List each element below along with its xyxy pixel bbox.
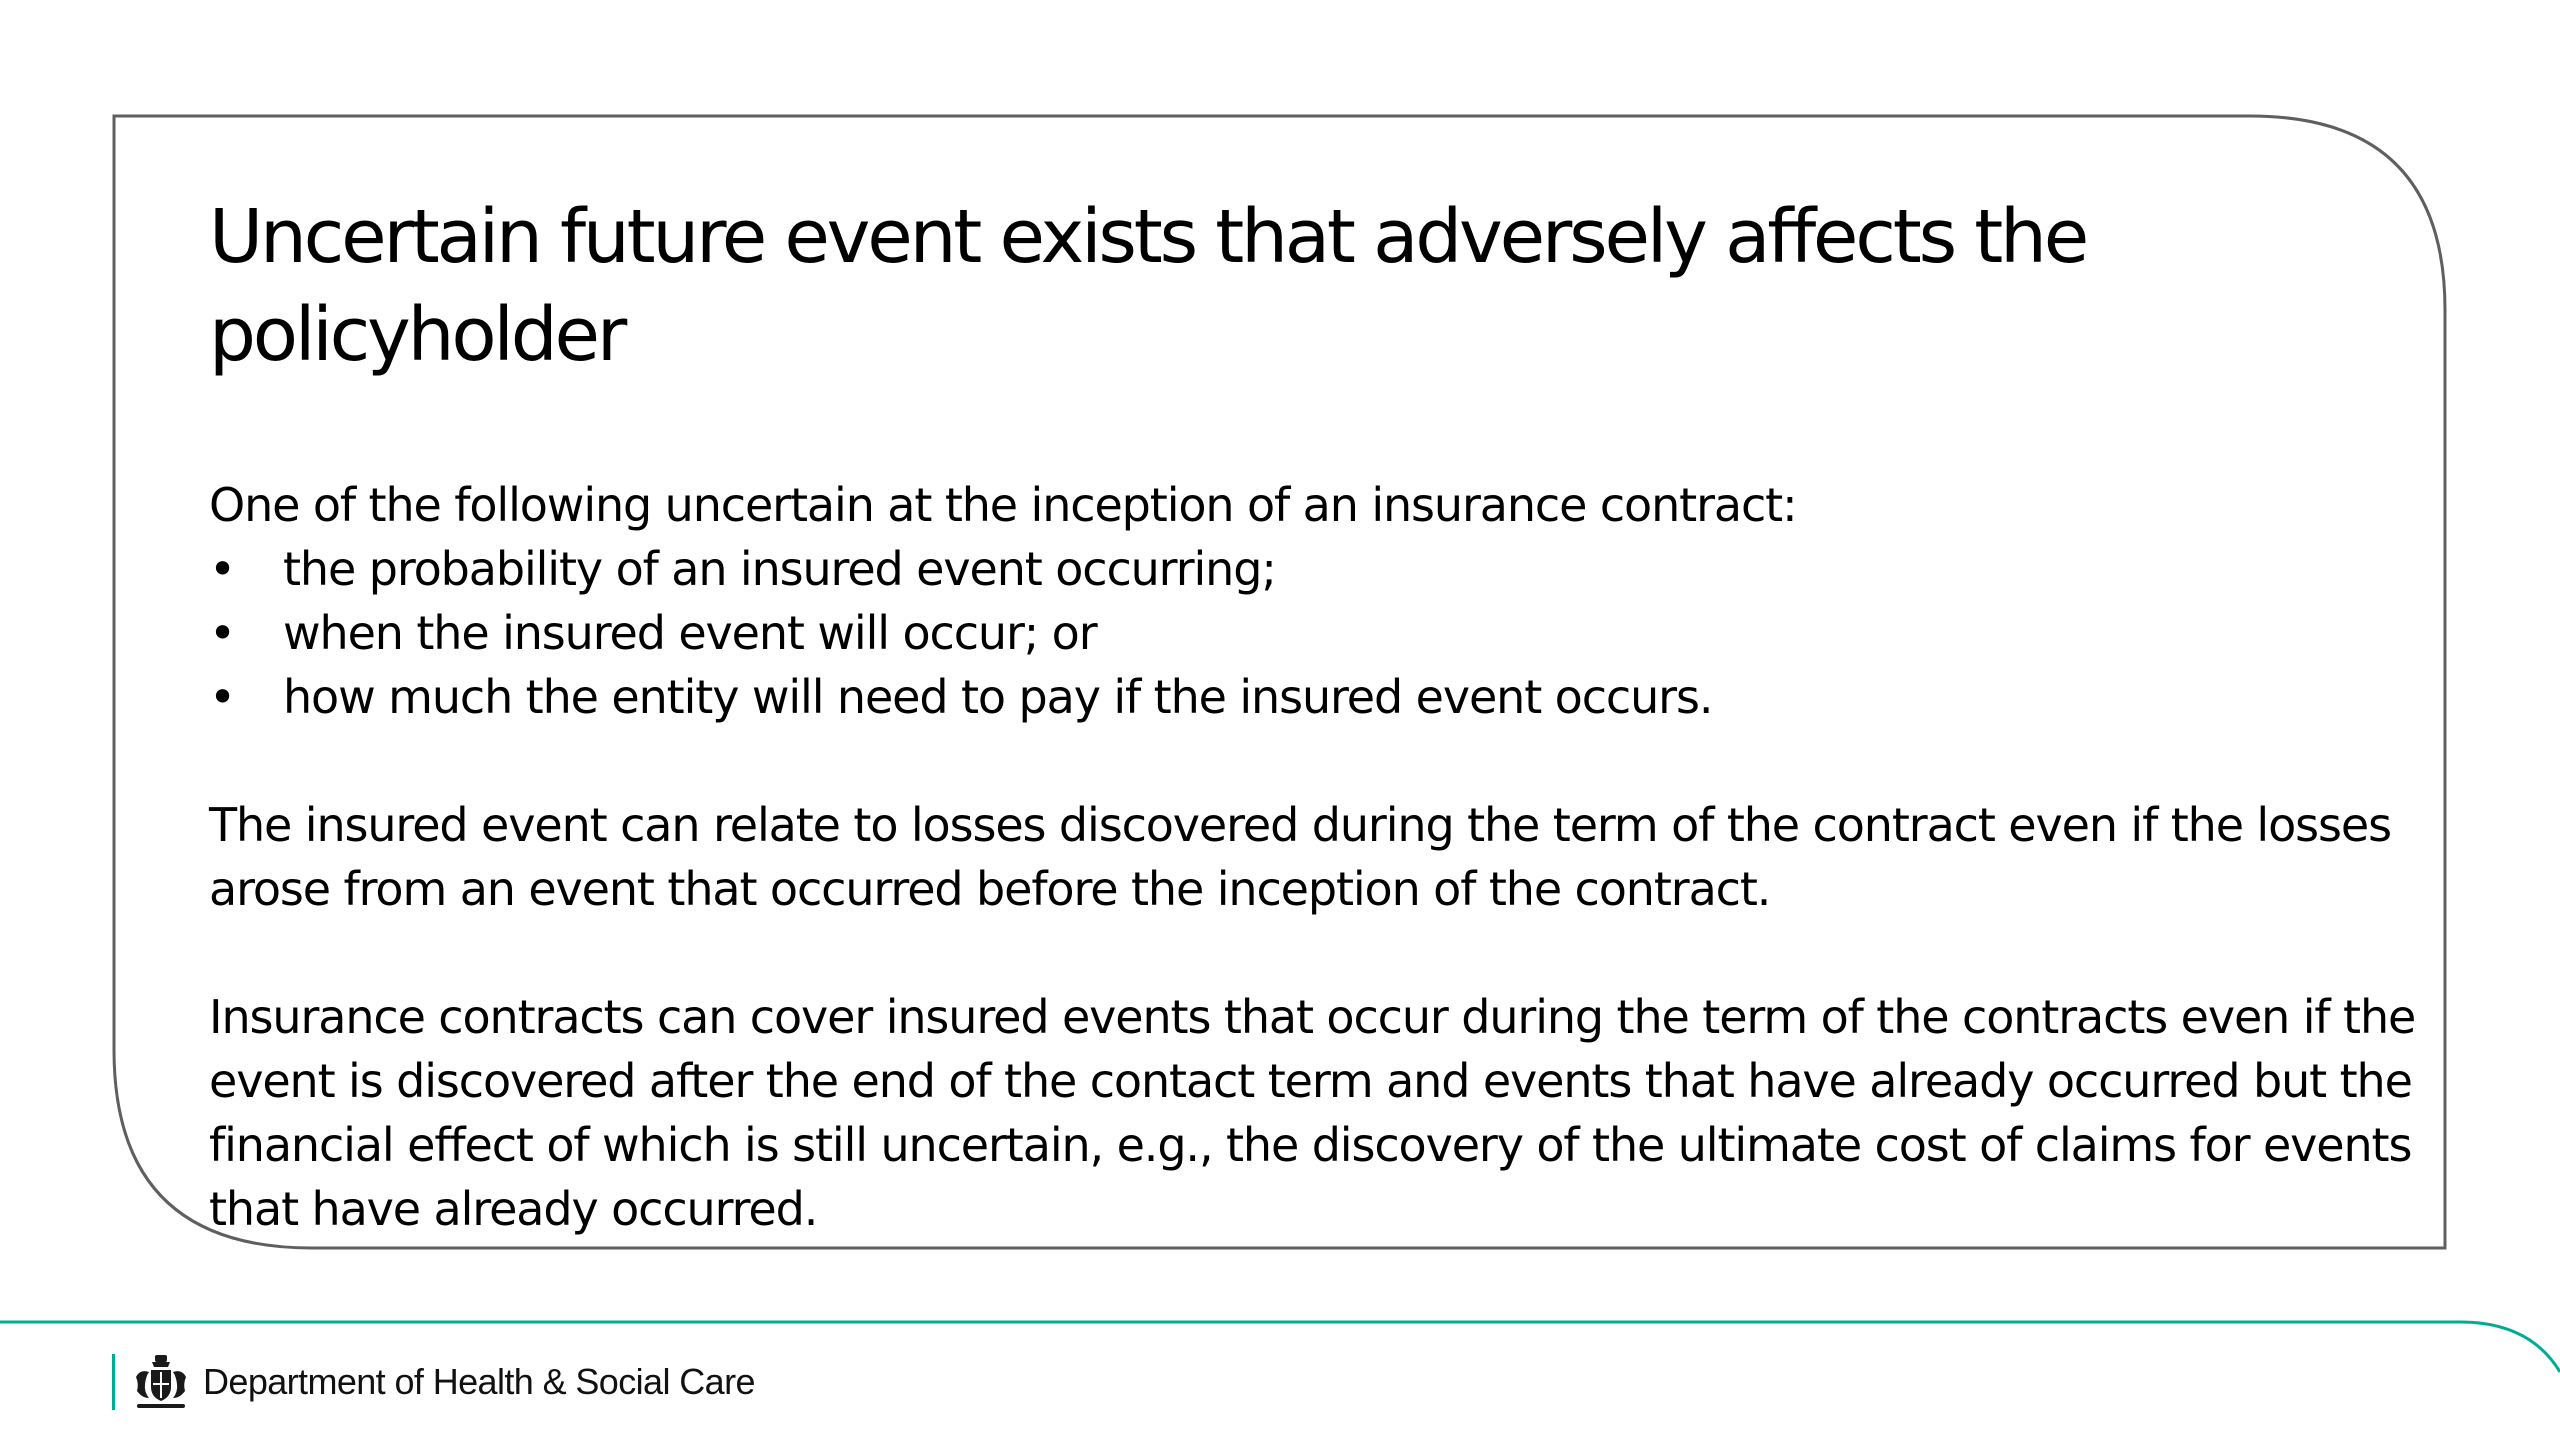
- coverage-paragraph: Insurance contracts can cover insured events that occur during the term of the contracts even if the event is discovered after the end of the contact term and events that have already occurred but the financial effect of which is still uncertain, e.g., the discovery of the ultimate cost of claims for events that have already occurred.: [209, 990, 2416, 1236]
- slide-body: [209, 473, 2439, 1241]
- intro-text: One of the following uncertain at the inception of an insurance contract:: [209, 478, 1797, 532]
- slide-title: Uncertain future event exists that adversely affects the policyholder: [209, 194, 2087, 378]
- list-item-text: how much the entity will need to pay if the insured event occurs.: [283, 670, 1713, 724]
- bullet-icon: •: [209, 670, 236, 724]
- bullet-icon: •: [209, 542, 236, 596]
- list-item: [209, 601, 2439, 665]
- list-item-text: when the insured event will occur; or: [283, 606, 1097, 660]
- royal-crest-icon: [129, 1352, 193, 1412]
- losses-paragraph: The insured event can relate to losses discovered during the term of the contract even if the losses arose from an event that occurred before the inception of the contract.: [209, 798, 2391, 916]
- paragraph-spacer: [209, 729, 2439, 793]
- footer: [112, 1350, 755, 1414]
- organisation-name: Department of Health & Social Care: [203, 1361, 755, 1402]
- bullet-icon: •: [209, 606, 236, 660]
- list-item: [209, 537, 2439, 601]
- uncertainty-list: [209, 537, 2439, 729]
- list-item: [209, 665, 2439, 729]
- footer-divider: [112, 1354, 115, 1410]
- paragraph-spacer: [209, 921, 2439, 985]
- list-item-text: the probability of an insured event occurring;: [283, 542, 1276, 596]
